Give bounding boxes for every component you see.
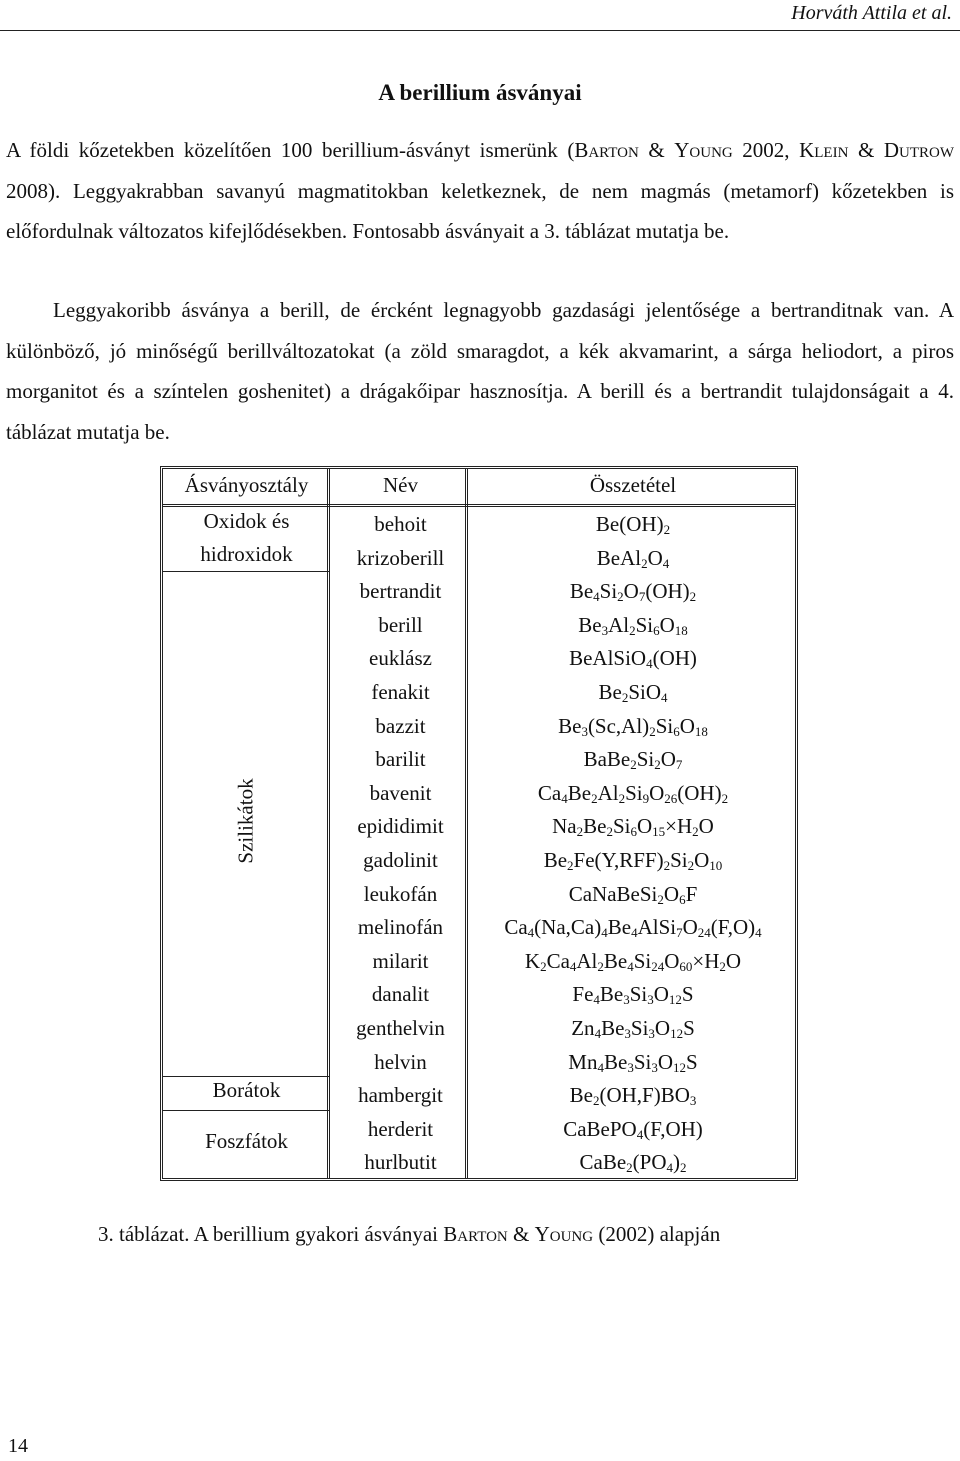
mineral-name: danalit (371, 982, 430, 1007)
mineral-formula: CaBePO$_4$(F,OH) (563, 1116, 703, 1142)
mineral-formula: $Na_2Be_2Si_6O_{15}\times H_2O$ (552, 814, 714, 840)
mineral-formula: $Be_3Al_2Si_6O_{18}$ (578, 612, 688, 638)
mineral-name: bazzit (375, 713, 426, 738)
mineral-formula: $Ca_4Be_2Al_2Si_9O_{26}(OH)_2$ (537, 780, 729, 806)
mineral-name: behoit (374, 512, 427, 536)
class-oxides-line1: Oxidok és (203, 509, 290, 533)
citation-young: Young (674, 138, 733, 162)
mineral-name: bertrandit (359, 579, 442, 604)
mineral-name: barilit (375, 747, 426, 772)
mineral-formula: BeAlSiO$_4$(OH) (569, 646, 697, 672)
table-class-divider (163, 1110, 330, 1111)
header-name: Név (383, 473, 418, 497)
p1-text-a: A földi kőzetekben közelítően 100 berillium-ásványt ismerünk ( (6, 138, 575, 162)
header-composition: Összetétel (589, 473, 677, 497)
mineral-formula: $Be_2SiO_4$ (598, 680, 668, 705)
mineral-name: euklász (369, 646, 432, 671)
mineral-formula: $BeAl_2O_4$ (596, 545, 670, 571)
section-title: A berillium ásványai (378, 80, 582, 105)
mineral-name: epididimit (357, 814, 444, 839)
caption-citation-young: Young (534, 1222, 594, 1246)
table-header-divider (163, 504, 795, 507)
mineral-formula: $Be_2Fe(Y,RFF)_2Si_2O_{10}$ (543, 848, 723, 873)
class-oxides-line2: hidroxidok (200, 542, 293, 566)
mineral-formula: $CaNaBeSi_2O_6F$ (568, 881, 698, 907)
caption-citation-barton: Barton (443, 1222, 508, 1246)
citation-klein: Klein (799, 138, 849, 162)
table-class-divider (163, 571, 330, 572)
mineral-name: milarit (372, 948, 429, 973)
table-caption (98, 1222, 720, 1247)
mineral-name: krizoberill (356, 545, 445, 570)
mineral-name: fenakit (371, 680, 430, 704)
mineral-name: gadolinit (363, 848, 438, 872)
caption-text-c: & (507, 1222, 535, 1246)
mineral-name: melinofán (357, 915, 444, 940)
class-phosphates: Foszfátok (205, 1129, 288, 1153)
mineral-formula: $K_2Ca_4Al_2Be_4Si_{24}O_{60}\times H_2O$ (524, 948, 742, 974)
mineral-formula: $Zn_4Be_3Si_3O_{12}S$ (571, 1016, 695, 1041)
p1-text-i: 2008). Leggyakrabban savanyú magmatitokban keletkeznek, de nem magmás (metamorf) kőzetekben is előfordulnak változatos kifejlődésekben. Fontosabb ásványait a 3. táblázat mutatja be. (6, 178, 954, 243)
paragraph-1 (6, 130, 954, 252)
mineral-name: bavenit (369, 780, 432, 805)
header-author: Horváth Attila et al. (791, 2, 952, 24)
header-class: Ásványosztály (184, 473, 309, 497)
mineral-name: hambergit (358, 1083, 443, 1108)
mineral-formula: $CaBe_2(PO_4)_2$ (579, 1150, 687, 1176)
citation-dutrow: Dutrow (883, 138, 954, 162)
class-silicates: Szilikátok (233, 778, 258, 864)
table-column-divider (327, 469, 330, 1178)
mineral-name: herderit (367, 1116, 434, 1141)
mineral-formula: $Mn_4Be_3Si_3O_{12}S$ (568, 1049, 698, 1075)
caption-text-a: 3. táblázat. A berillium gyakori ásványai (98, 1222, 444, 1246)
mineral-formula: $Be_4Si_2O_7(OH)_2$ (569, 579, 697, 605)
mineral-formula: $Fe_4Be_3Si_3O_{12}S$ (572, 982, 694, 1008)
mineral-name: genthelvin (356, 1016, 445, 1040)
mineral-name: leukofán (363, 881, 438, 906)
mineral-formula: $Ca_4(Na,Ca)_4Be_4AlSi_7O_{24}(F,O)_4$ (504, 915, 762, 941)
page-header (0, 0, 960, 31)
mineral-name: hurlbutit (364, 1150, 437, 1175)
class-borates: Borátok (212, 1078, 281, 1102)
caption-text-e: (2002) alapján (593, 1222, 721, 1246)
page-number: 14 (8, 1435, 28, 1457)
paragraph-2: Leggyakoribb ásványa a berill, de ércként legnagyobb gazdasági jelentősége a bertranditnak van. A különböző, jó minőségű berillváltozatokat (a zöld smaragdot, a kék akvamarint, a sárga heliodort, a piros morganitot és a színtelen goshenitet) a drágakőipar hasznosítja. A berill és a bertrandit tulajdonságait a 4. táblázat mutatja be. (6, 298, 954, 444)
mineral-name: helvin (374, 1049, 427, 1074)
mineral-name: berill (378, 612, 423, 637)
table-class-divider (163, 1076, 330, 1077)
mineral-formula: $Be_3(Sc,Al)_2Si_6O_{18}$ (558, 713, 708, 739)
mineral-formula: $Be(OH)_2$ (595, 512, 671, 537)
p1-text-e: 2002, (732, 138, 800, 162)
mineral-formula: $BaBe_2Si_2O_7$ (583, 747, 683, 773)
citation-barton: Barton (574, 138, 639, 162)
p1-text-g: & (848, 138, 884, 162)
minerals-table (160, 466, 798, 1181)
mineral-formula: $Be_2(OH,F)BO_3$ (569, 1083, 697, 1109)
p1-text-c: & (638, 138, 675, 162)
